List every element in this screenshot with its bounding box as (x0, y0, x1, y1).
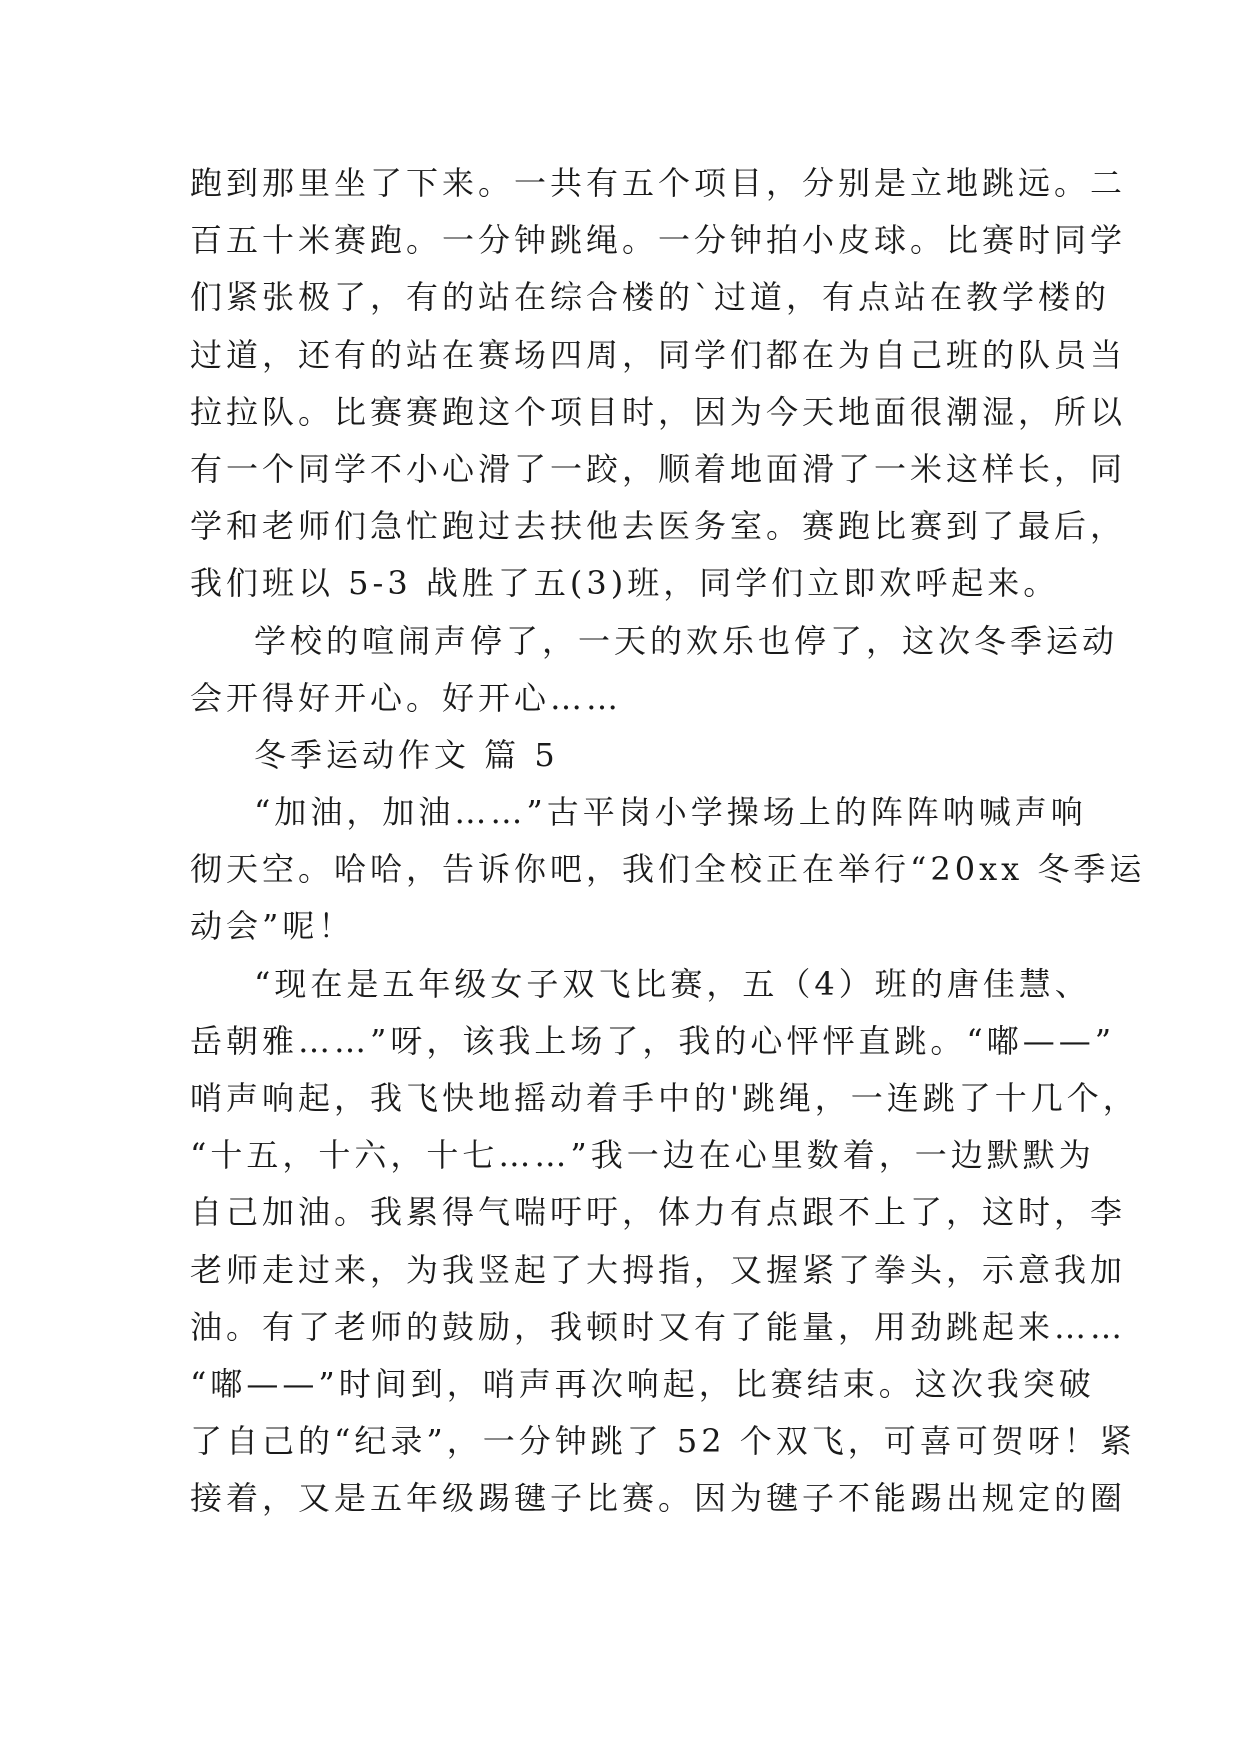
text-line: 有一个同学不小心滑了一跤，顺着地面滑了一米这样长，同 (190, 449, 1127, 488)
paragraph-start-line: 学校的喧闹声停了，一天的欢乐也停了，这次冬季运动 (254, 621, 1119, 660)
document-body (190, 155, 1146, 1528)
text-line: 哨声响起，我飞快地摇动着手中的'跳绳，一连跳了十几个， (190, 1079, 1139, 1117)
text-line: 了自己的“纪录”，一分钟跳了 52 个双飞，可喜可贺呀！紧 (190, 1422, 1136, 1461)
text-line: 跑到那里坐了下来。一共有五个项目，分别是立地跳远。二 (190, 164, 1127, 202)
text-line: “嘟——”时间到，哨声再次响起，比赛结束。这次我突破 (190, 1364, 1095, 1403)
paragraph-start-line: “加油，加油……”古平岗小学操场上的阵阵呐喊声响 (254, 793, 1087, 832)
text-line: 百五十米赛跑。一分钟跳绳。一分钟拍小皮球。比赛时同学 (190, 221, 1127, 260)
text-line: 拉拉队。比赛赛跑这个项目时，因为今天地面很潮湿，所以 (190, 392, 1127, 431)
text-line: 自己加油。我累得气喘吁吁，体力有点跟不上了，这时，李 (190, 1193, 1127, 1232)
paragraph-start-line: “现在是五年级女子双飞比赛，五（4）班的唐佳慧、 (254, 964, 1091, 1003)
text-line: 老师走过来，为我竖起了大拇指，又握紧了拳头，示意我加 (190, 1250, 1127, 1289)
text-line: 学和老师们急忙跑过去扶他去医务室。赛跑比赛到了最后， (190, 507, 1127, 546)
text-line: 会开得好开心。好开心…… (190, 678, 623, 717)
text-line: 接着，又是五年级踢毽子比赛。因为毽子不能踢出规定的圈 (190, 1479, 1127, 1518)
section-heading: 冬季运动作文 篇 5 (254, 735, 559, 774)
text-line: 过道，还有的站在赛场四周，同学们都在为自己班的队员当 (190, 335, 1127, 374)
text-line: 动会”呢！ (190, 907, 355, 946)
text-line: “十五，十六，十七……”我一边在心里数着，一边默默为 (190, 1136, 1095, 1175)
text-line: 彻天空。哈哈，告诉你吧，我们全校正在举行“20xx 冬季运 (190, 850, 1146, 889)
text-line: 油。有了老师的鼓励，我顿时又有了能量，用劲跳起来…… (190, 1307, 1127, 1346)
text-line: 们紧张极了，有的站在综合楼的`过道，有点站在教学楼的 (190, 278, 1111, 317)
text-line: 我们班以 5-3 战胜了五(3)班，同学们立即欢呼起来。 (190, 564, 1060, 603)
text-line: 岳朝雅……”呀，该我上场了，我的心怦怦直跳。“嘟——” (190, 1021, 1116, 1060)
